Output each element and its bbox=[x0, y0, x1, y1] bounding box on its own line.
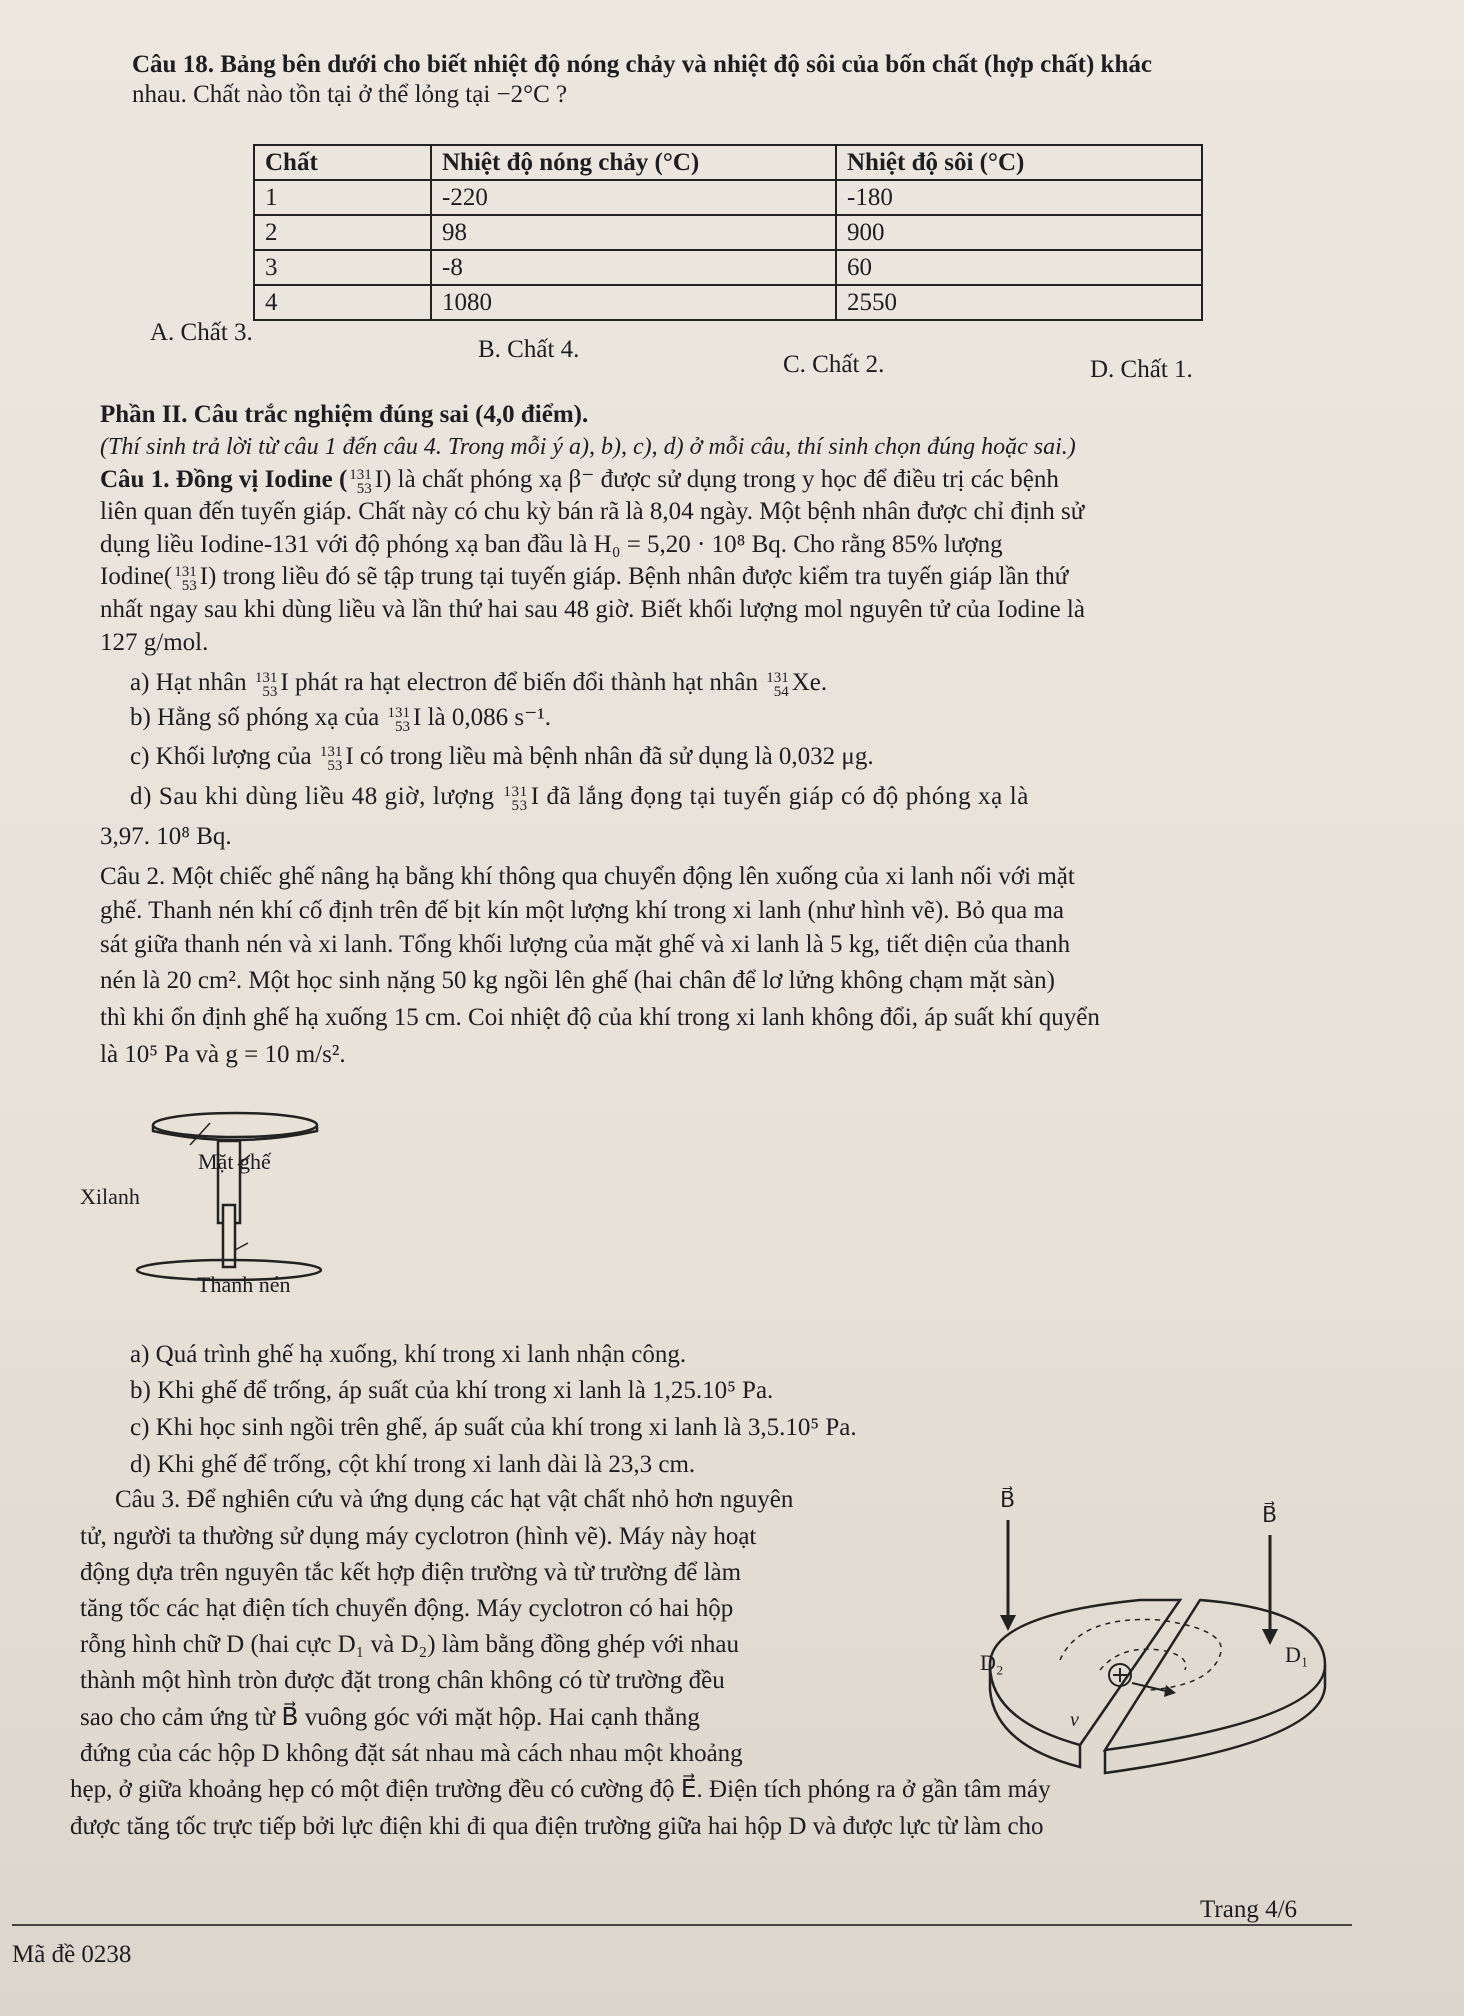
q18-option-b: B. Chất 4. bbox=[478, 336, 580, 363]
velocity-label: v⃗ bbox=[1070, 1709, 1095, 1731]
q3-line10: được tăng tốc trực tiếp bởi lực điện khi đi qua điện trường giữa hai hộp D và được lực từ làm cho bbox=[70, 1813, 1044, 1840]
q18-line2: nhau. Chất nào tồn tại ở thể lỏng tại −2°C ? bbox=[132, 81, 568, 108]
q3-line2: tử, người ta thường sử dụng máy cyclotron (hình vẽ). Máy này hoạt bbox=[80, 1523, 757, 1550]
q1-line3: dụng liều Iodine-131 với độ phóng xạ ban đầu là H₀ = 5,20 · 10⁸ Bq. Cho rằng 85% lượng bbox=[100, 531, 1003, 558]
q1-statement-a: a) Hạt nhân 131 53 I phát ra hạt electron để biến đổi thành hạt nhân 131 54 Xe. bbox=[130, 669, 828, 701]
footer-divider bbox=[12, 1924, 1352, 1926]
iodine-isotope: 131 53 bbox=[174, 564, 197, 595]
table-cell: 1 bbox=[254, 180, 431, 215]
melting-boiling-table bbox=[253, 144, 1203, 321]
q1-line4: Iodine( 131 53 I) trong liều đó sẽ tập trung tại tuyến giáp. Bệnh nhân được kiểm tra tuyến giáp lần thứ bbox=[100, 563, 1069, 595]
velocity-arrow bbox=[1132, 1683, 1166, 1691]
q3-line5: rỗng hình chữ D (hai cực D₁ và D₂) làm bằng đồng ghép với nhau bbox=[80, 1631, 739, 1658]
table-header: Nhiệt độ sôi (°C) bbox=[836, 145, 1202, 180]
q3-line6: thành một hình tròn được đặt trong chân không có từ trường đều bbox=[80, 1667, 725, 1694]
iodine-isotope: 131 53 bbox=[503, 784, 528, 815]
iodine-isotope: 131 53 bbox=[387, 705, 410, 736]
q1-line6: 127 g/mol. bbox=[100, 629, 209, 656]
part2-title: Phần II. Câu trắc nghiệm đúng sai (4,0 điểm). bbox=[100, 401, 589, 428]
q3-line3: động dựa trên nguyên tắc kết hợp điện trường và từ trường để làm bbox=[80, 1559, 742, 1586]
seat-label: Mặt ghế bbox=[198, 1149, 271, 1174]
table-cell: 4 bbox=[254, 285, 431, 320]
q2-statement-d: d) Khi ghế để trống, cột khí trong xi lanh dài là 23,3 cm. bbox=[130, 1451, 696, 1478]
table-cell: -8 bbox=[431, 250, 836, 285]
q18-line1: Câu 18. Bảng bên dưới cho biết nhiệt độ nóng chảy và nhiệt độ sôi của bốn chất (hợp chất) khác bbox=[132, 51, 1152, 78]
q1-statement-d: d) Sau khi dùng liều 48 giờ, lượng 131 53 I đã lắng đọng tại tuyến giáp có độ phóng xạ là bbox=[130, 783, 1029, 815]
q2-statement-b: b) Khi ghế để trống, áp suất của khí trong xi lanh là 1,25.10⁵ Pa. bbox=[130, 1377, 774, 1404]
q3-line9: hẹp, ở giữa khoảng hẹp có một điện trường đều có cường độ E⃗. Điện tích phóng ra ở gần tâm máy bbox=[70, 1776, 1051, 1803]
q2-line3: sát giữa thanh nén và xi lanh. Tổng khối lượng của mặt ghế và xi lanh là 5 kg, tiết diện của thanh bbox=[100, 931, 1071, 958]
q2-line5: thì khi ổn định ghế hạ xuống 15 cm. Coi nhiệt độ của khí trong xi lanh không đổi, áp suất khí quyển bbox=[100, 1004, 1100, 1031]
table-cell: -220 bbox=[431, 180, 836, 215]
xenon-isotope: 131 54 bbox=[766, 670, 789, 701]
table-row bbox=[254, 180, 1202, 215]
b-field-label-left: B⃗ bbox=[1000, 1487, 1016, 1512]
q1-line2: liên quan đến tuyến giáp. Chất này có chu kỳ bán rã là 8,04 ngày. Một bệnh nhân được chỉ định sử bbox=[100, 498, 1085, 525]
iodine-isotope: 131 53 bbox=[319, 744, 343, 775]
table-row bbox=[254, 250, 1202, 285]
table-cell: 1080 bbox=[431, 285, 836, 320]
table-header: Nhiệt độ nóng chảy (°C) bbox=[431, 145, 836, 180]
part2-instruction: (Thí sinh trả lời từ câu 1 đến câu 4. Trong mỗi ý a), b), c), d) ở mỗi câu, thí sinh chọn đúng hoặc sai.) bbox=[100, 434, 1076, 460]
q1-line5: nhất ngay sau khi dùng liều và lần thứ hai sau 48 giờ. Biết khối lượng mol nguyên tử của Iodine là bbox=[100, 596, 1085, 623]
q2-line2: ghế. Thanh nén khí cố định trên đế bịt kín một lượng khí trong xi lanh (như hình vẽ). Bỏ qua ma bbox=[100, 897, 1065, 924]
q1-statement-b: b) Hằng số phóng xạ của 131 53 I là 0,086 s⁻¹. bbox=[130, 704, 552, 736]
q3-line8: đứng của các hộp D không đặt sát nhau mà cách nhau một khoảng bbox=[80, 1740, 743, 1767]
q18-option-d: D. Chất 1. bbox=[1090, 356, 1193, 383]
q2-line6: là 10⁵ Pa và g = 10 m/s². bbox=[100, 1041, 346, 1068]
d2-label: D₂ bbox=[980, 1650, 1004, 1675]
table-row bbox=[254, 285, 1202, 320]
rod-shape bbox=[223, 1205, 235, 1267]
q3-line4: tăng tốc các hạt điện tích chuyển động. Máy cyclotron có hai hộp bbox=[80, 1595, 734, 1622]
dee-d1-shape bbox=[1105, 1600, 1325, 1750]
rod-label: Thanh nén bbox=[197, 1272, 291, 1297]
cylinder-label: Xilanh bbox=[80, 1184, 140, 1209]
table-cell: 60 bbox=[836, 250, 1202, 285]
q1-statement-d-cont: 3,97. 10⁸ Bq. bbox=[100, 823, 232, 850]
exam-code: Mã đề 0238 bbox=[12, 1941, 132, 1968]
q1-line1: Câu 1. Đồng vị Iodine ( 131 53 I) là chất phóng xạ β⁻ được sử dụng trong y học để điều trị các bệnh bbox=[100, 466, 1059, 498]
b-field-label-right: B⃗ bbox=[1262, 1502, 1278, 1527]
q2-line4: nén là 20 cm². Một học sinh nặng 50 kg ngồi lên ghế (hai chân để lơ lửng không chạm mặt sàn) bbox=[100, 967, 1055, 994]
table-cell: 2 bbox=[254, 215, 431, 250]
table-cell: 3 bbox=[254, 250, 431, 285]
table-header: Chất bbox=[254, 145, 431, 180]
q3-line1: Câu 3. Để nghiên cứu và ứng dụng các hạt vật chất nhỏ hơn nguyên bbox=[115, 1486, 794, 1513]
iodine-isotope: 131 53 bbox=[254, 670, 278, 701]
seat-top-shape bbox=[153, 1113, 317, 1137]
q2-statement-c: c) Khi học sinh ngồi trên ghế, áp suất của khí trong xi lanh là 3,5.10⁵ Pa. bbox=[130, 1414, 857, 1441]
q18-option-c: C. Chất 2. bbox=[783, 351, 885, 378]
particle-path bbox=[1060, 1620, 1221, 1691]
q1-statement-c: c) Khối lượng của 131 53 I có trong liều mà bệnh nhân đã sử dụng là 0,032 μg. bbox=[130, 743, 874, 775]
table-cell: 900 bbox=[836, 215, 1202, 250]
q18-option-a: A. Chất 3. bbox=[150, 319, 253, 346]
page-number: Trang 4/6 bbox=[1200, 1896, 1298, 1923]
q2-line1: Câu 2. Một chiếc ghế nâng hạ bằng khí thông qua chuyển động lên xuống của xi lanh nối với mặt bbox=[100, 863, 1075, 890]
table-cell: 2550 bbox=[836, 285, 1202, 320]
table-row bbox=[254, 215, 1202, 250]
iodine-isotope: 131 53 bbox=[349, 467, 372, 498]
table-header-row bbox=[254, 145, 1202, 180]
table-cell: 98 bbox=[431, 215, 836, 250]
q3-line7: sao cho cảm ứng từ B⃗ vuông góc với mặt hộp. Hai cạnh thẳng bbox=[80, 1704, 700, 1731]
table-cell: -180 bbox=[836, 180, 1202, 215]
q2-statement-a: a) Quá trình ghế hạ xuống, khí trong xi lanh nhận công. bbox=[130, 1341, 687, 1368]
d1-label: D₁ bbox=[1285, 1642, 1309, 1667]
